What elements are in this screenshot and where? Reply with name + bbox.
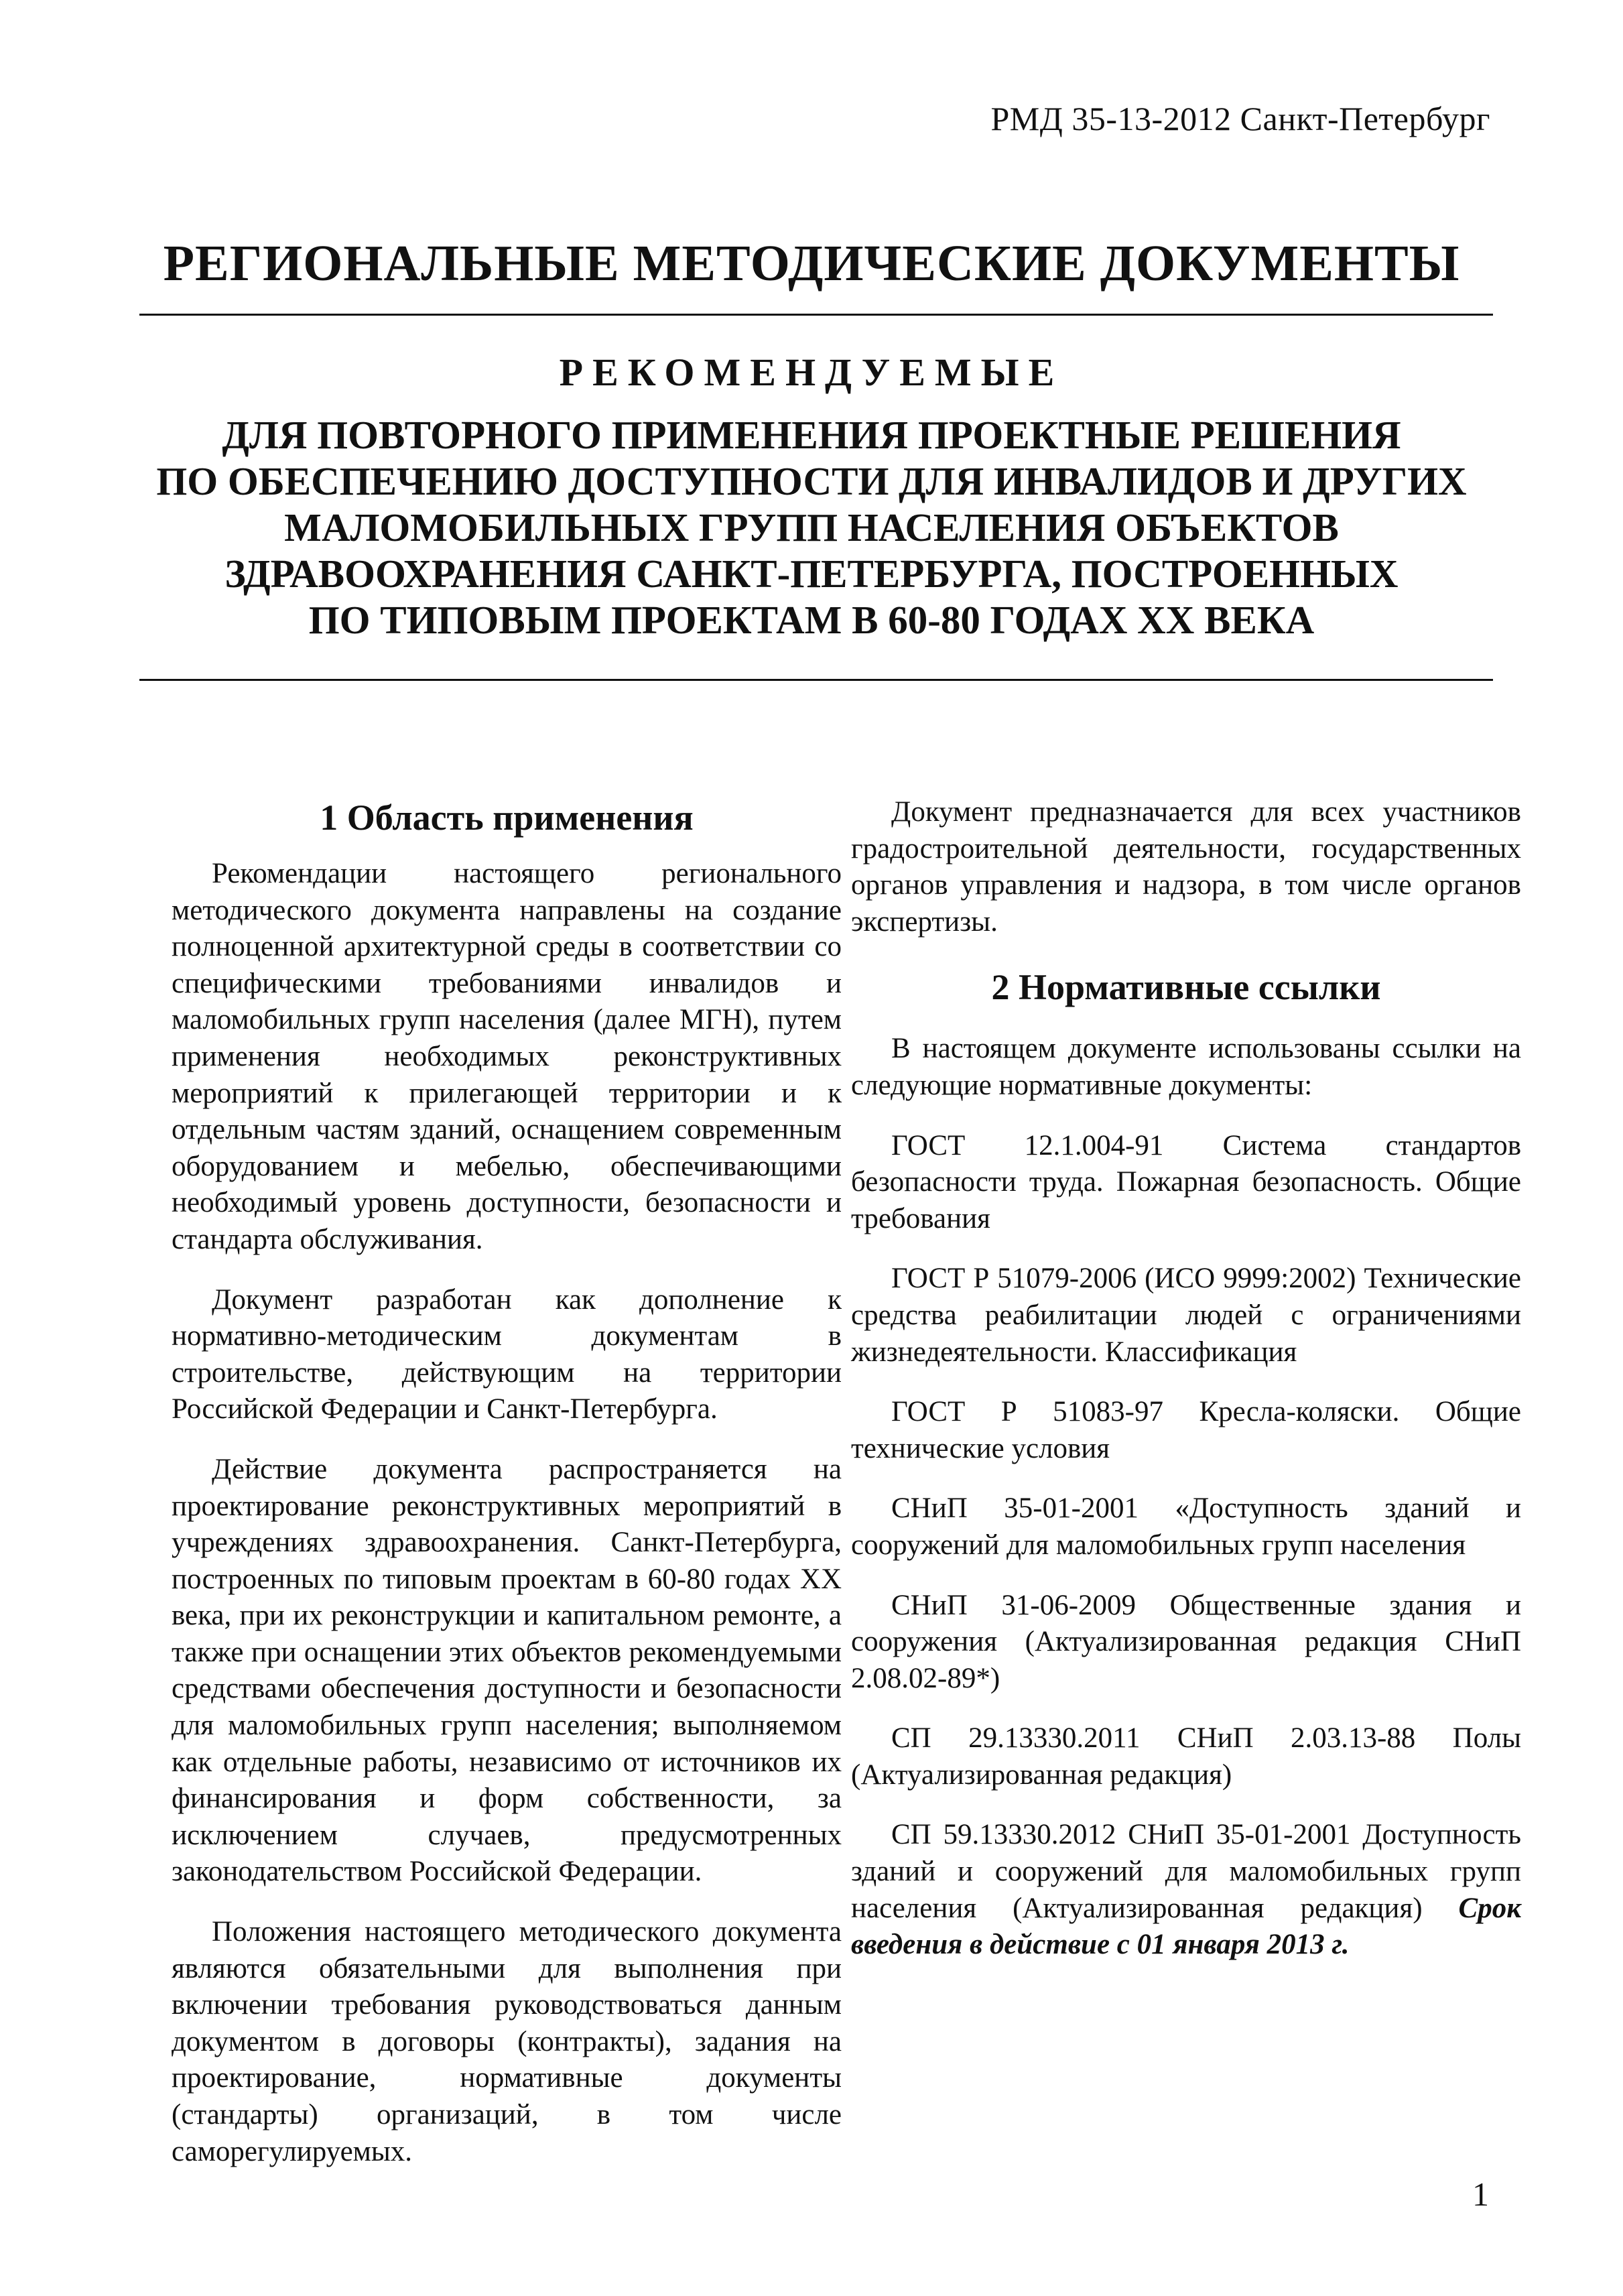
- paragraph: Документ предназначается для всех участников градостроительной деятельности, государственных органов управления и надзора, в том числе органов экспертизы.: [851, 796, 1521, 938]
- top-rule: [139, 314, 1493, 316]
- subtitle-line: ПО ТИПОВЫМ ПРОЕКТАМ В 60-80 ГОДАХ XX ВЕКА: [308, 598, 1315, 642]
- reference-item: ГОСТ 12.1.004-91 Система стандартов безопасности труда. Пожарная безопасность. Общие требования: [851, 1129, 1521, 1234]
- section-1-title: 1 Область применения: [320, 798, 694, 838]
- reference-item: ГОСТ Р 51083-97 Кресла-коляски. Общие технические условия: [851, 1396, 1521, 1464]
- reference-item: СНиП 35-01-2001 «Доступность зданий и сооружений для маломобильных групп населения: [851, 1492, 1521, 1561]
- left-column: [172, 794, 842, 2193]
- subtitle-line: МАЛОМОБИЛЬНЫХ ГРУПП НАСЕЛЕНИЯ ОБЪЕКТОВ: [284, 505, 1339, 550]
- section-2-title: 2 Нормативные ссылки: [991, 967, 1381, 1008]
- paragraph: Рекомендации настоящего регионального методического документа направлены на создание полноценной архитектурной среды в соответствии со специфическими требованиями инвалидов и маломобильных групп населения (далее МГН), путем применения необходимых реконструктивных мероприятий к прилегающей территории и к отдельным частям зданий, оснащением современным оборудованием и мебелью, обеспечивающими необходимый уровень доступности, безопасности и стандарта обслуживания.: [172, 858, 842, 1255]
- document-subtitle: [0, 412, 1623, 643]
- paragraph: Положения настоящего методического документа являются обязательными для выполнения при включении требования руководствоваться данным документом в договоры (контракты), задания на проектирование, нормативные документы (стандарты) организаций, в том числе саморегулируемых.: [172, 1916, 842, 2167]
- bottom-rule: [139, 679, 1493, 681]
- page-number: 1: [1472, 2175, 1489, 2213]
- reference-item: СНиП 31-06-2009 Общественные здания и сооружения (Актуализированная редакция СНиП 2.08.02-89*): [851, 1589, 1521, 1694]
- paragraph: В настоящем документе использованы ссылки на следующие нормативные документы:: [851, 1033, 1521, 1101]
- reference-item-last: [851, 1817, 1521, 1963]
- paragraph: Документ разработан как дополнение к нормативно-методическим документам в строительстве, действующим на территории Российской Федерации и Санкт-Петербурга.: [172, 1283, 842, 1425]
- reference-text: СП 59.13330.2012 СНиП 35-01-2001 Доступность зданий и сооружений для маломобильных групп населения (Актуализированная редакция): [851, 1819, 1521, 1924]
- right-column: [851, 794, 1521, 1987]
- effective-date-note: Срок введения в действие с 01 января 2013 г.: [851, 1892, 1521, 1961]
- subtitle-line: ПО ОБЕСПЕЧЕНИЮ ДОСТУПНОСТИ ДЛЯ ИНВАЛИДОВ И ДРУГИХ: [156, 459, 1467, 503]
- document-main-title: РЕГИОНАЛЬНЫЕ МЕТОДИЧЕСКИЕ ДОКУМЕНТЫ: [163, 235, 1460, 292]
- reference-item: ГОСТ Р 51079-2006 (ИСО 9999:2002) Технические средства реабилитации людей с ограничениями жизнедеятельности. Классификация: [851, 1263, 1521, 1368]
- paragraph: Действие документа распространяется на проектирование реконструктивных мероприятий в учреждениях здравоохранения. Санкт-Петербурга, построенных по типовым проектам в 60-80 годах XX века, при их реконструкции и капитальном ремонте, а также при оснащении этих объектов рекомендуемыми средствами обеспечения доступности и безопасности для маломобильных групп населения; выполняемом как отдельные работы, независимо от источников их финансирования и форм собственности, за исключением случаев, предусмотренных законодательством Российской Федерации.: [172, 1453, 842, 1888]
- subtitle-line: ЗДРАВООХРАНЕНИЯ САНКТ-ПЕТЕРБУРГА, ПОСТРОЕННЫХ: [224, 552, 1399, 596]
- document-header-code: РМД 35-13-2012 Санкт-Петербург: [990, 100, 1490, 137]
- reference-item: СП 29.13330.2011 СНиП 2.03.13-88 Полы (Актуализированная редакция): [851, 1722, 1521, 1791]
- subtitle-line: ДЛЯ ПОВТОРНОГО ПРИМЕНЕНИЯ ПРОЕКТНЫЕ РЕШЕНИЯ: [222, 413, 1401, 457]
- document-subtitle-head: РЕКОМЕНДУЕМЫЕ: [559, 350, 1064, 394]
